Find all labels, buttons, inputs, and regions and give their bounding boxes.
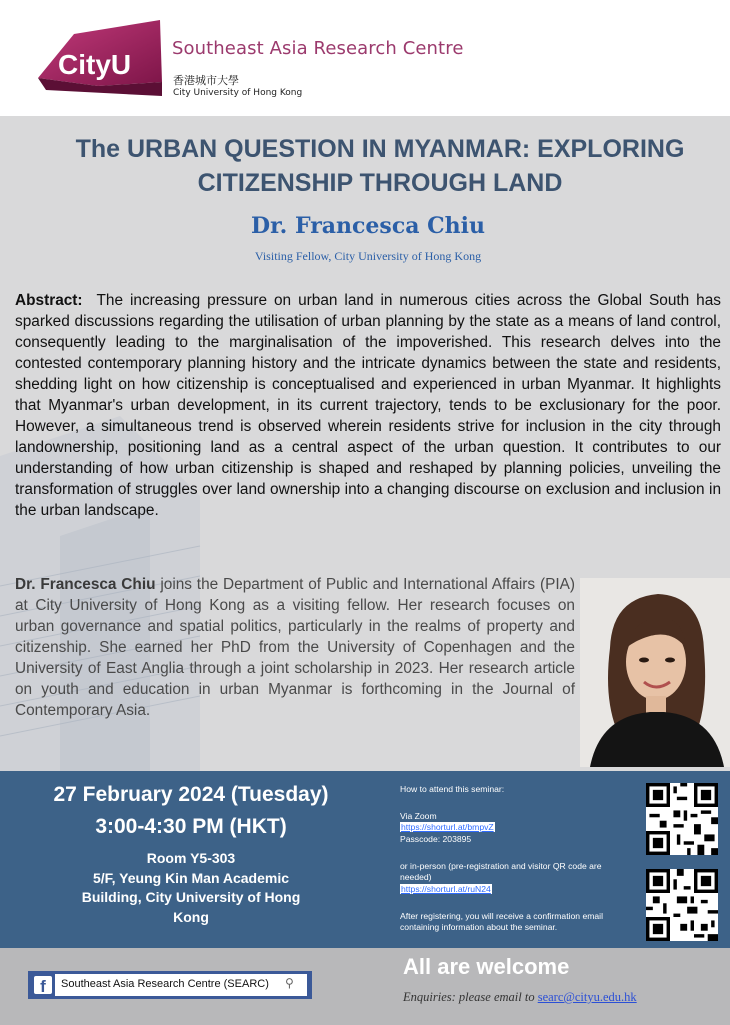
university-name: City University of Hong Kong [173,88,303,98]
abstract-text: The increasing pressure on urban land in numerous cities across the Global South has sparked discussions regarding the utilisation of urban planning by the state as a means of land control, consequently leading to the marginalisation of the impoverished. This research delves into the contested contemporary planning history and the intricate dynamics between the state and residents, shedding light on how citizenship is conceptualised and experienced in urban Myanmar. It highlights that Myanmar's urban development, in its current trajectory, tends to be exclusionary for the poor. However, a simultaneous trend is observed wherein residents strive for inclusion in the city through landownership, positioning land as a central aspect of the urban question. It contributes to our understanding of how urban citizenship is shaped and reshaped by planning policies, unveiling the transformation of struggles over land ownership into a changing discourse on exclusion and inclusion in the urban landscape. [15,292,721,519]
zoom-passcode: Passcode: 203895 [400,834,472,844]
speaker-affiliation: Visiting Fellow, City University of Hong Kong [254,249,482,263]
event-venue [62,849,320,927]
event-title: The URBAN QUESTION IN MYANMAR: EXPLORING CITIZENSHIP THROUGH LAND [75,135,685,197]
registration-qr-code[interactable] [646,869,718,941]
welcome-message: All are welcome [403,954,570,979]
zoom-link[interactable]: https://shorturl.at/bmpvZ [401,822,494,832]
speaker-bio [15,574,575,721]
speaker-photo [580,578,730,767]
search-icon: ⚲ [285,976,294,990]
speaker-name: Dr. Francesca Chiu [251,213,485,239]
event-details-band [0,771,730,948]
zoom-qr-code[interactable] [646,783,718,855]
event-date: 27 February 2024 (Tuesday) [53,783,329,806]
chinese-university-name: 香港城市大學 [173,74,239,87]
inperson-link[interactable]: https://shorturl.at/ruN24 [401,884,491,894]
centre-name: Southeast Asia Research Centre [172,38,464,59]
attend-heading: How to attend this seminar: [400,784,505,794]
zoom-label: Via Zoom [400,811,437,821]
header [0,0,730,116]
event-time: 3:00-4:30 PM (HKT) [95,815,287,838]
facebook-page-box[interactable] [28,971,312,999]
building-address: 5/F, Yeung Kin Man Academic Building, City University of Hong Kong [81,869,301,925]
abstract-label: Abstract: [15,292,83,309]
zoom-link-wrapper [400,822,640,833]
enquiries-line [403,990,637,1005]
enquiries-label: Enquiries: please email to [403,990,535,1004]
bio-name: Dr. Francesca Chiu [15,576,156,593]
logo-text: CityU [58,49,132,80]
bio-text: joins the Department of Public and International Affairs (PIA) at City University of Hong Kong as a visiting fellow. Her research focuses on urban governance and spatial politics, particularly in the realms of property and citizenship. She earned her PhD from the University of Copenhagen and the University of East Anglia through a joint scholarship in 2023. Her research article on youth and education in urban Myanmar is forthcoming in the Journal of Contemporary Asia. [15,576,576,719]
footer [0,948,730,1025]
main-content [0,116,730,771]
facebook-icon: f [34,976,52,994]
facebook-search-bar[interactable] [55,974,307,996]
contact-email-link[interactable]: searc@cityu.edu.hk [537,990,637,1004]
cityu-logo [38,20,162,98]
abstract [15,290,721,521]
inperson-link-wrapper [400,884,640,895]
room: Room Y5-303 [146,850,236,866]
facebook-page-name: Southeast Asia Research Centre (SEARC) [61,978,269,990]
confirmation-note: After registering, you will receive a confirmation email containing information about the seminar. [400,911,603,932]
inperson-label: or in-person (pre-registration and visitor QR code are needed) [400,861,602,882]
